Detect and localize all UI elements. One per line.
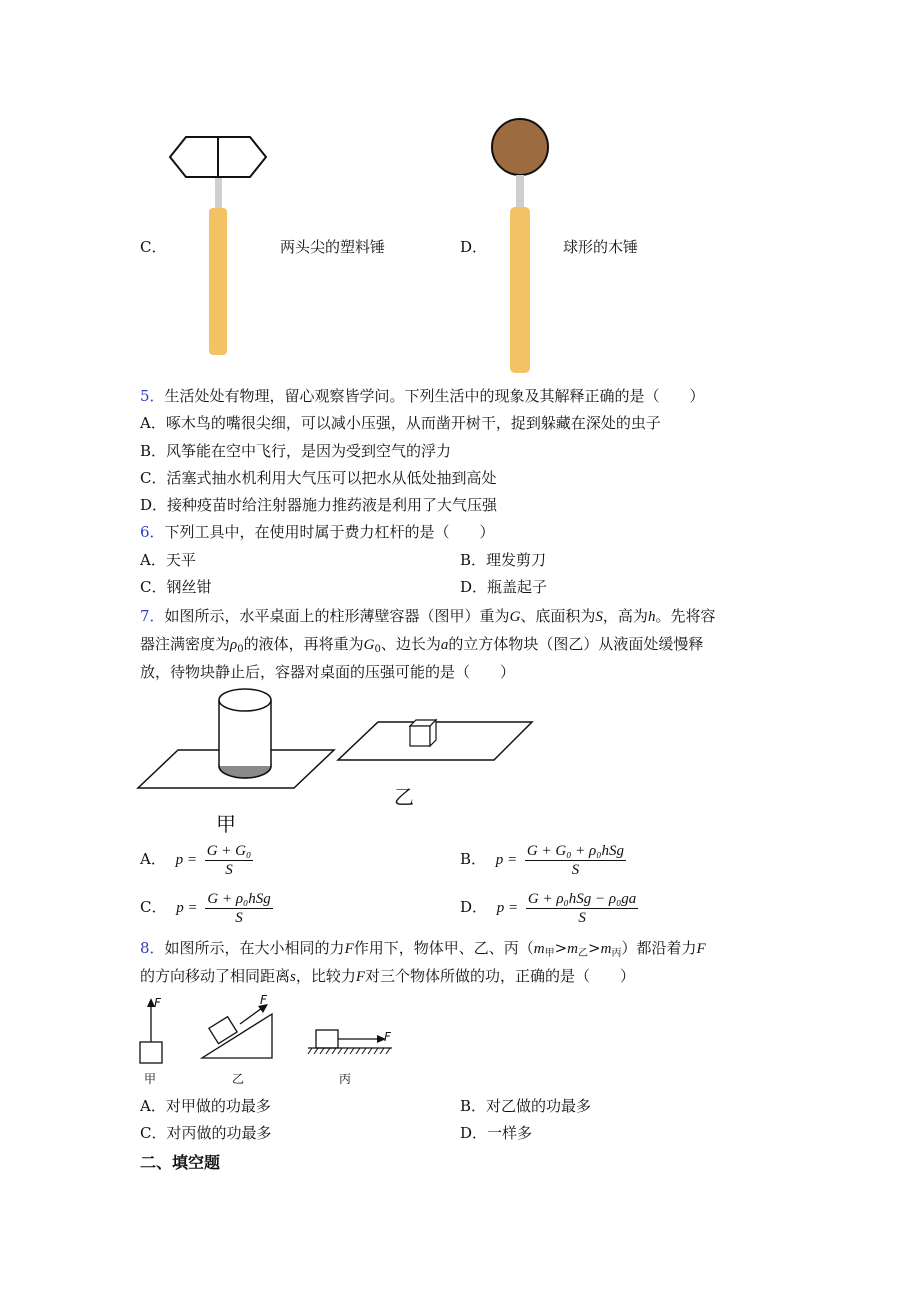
question-7-option-b: B． p = $\frac{\text{G + G₀ + ρ₀hSg}}{S}$	[460, 843, 624, 878]
question-6-stem: 6．下列工具中，在使用时属于费力杠杆的是（ ）	[140, 523, 495, 541]
question-8-option-a: A．对甲做的功最多	[140, 1097, 271, 1115]
question-8-option-c: C．对丙做的功最多	[140, 1124, 272, 1142]
plastic-hammer-figure	[160, 125, 280, 365]
question-7-number: 7．	[140, 607, 165, 625]
option-c-letter: C．	[140, 238, 167, 256]
force-label-bing: F	[384, 1030, 391, 1044]
question-7-option-a: A． p = $\frac{\text{G + G₀}}{S}$	[140, 843, 252, 878]
force-figure-bing	[306, 1024, 406, 1064]
question-8-number: 8．	[140, 939, 165, 957]
question-5-number: 5．	[140, 387, 165, 405]
force-label-yi: F	[260, 993, 267, 1007]
container-on-table-figure	[138, 688, 338, 798]
question-6-number: 6．	[140, 523, 165, 541]
figure-jia-label: 甲	[216, 812, 236, 836]
question-5-stem: 5．生活处处有物理，留心观察皆学问。下列生活中的现象及其解释正确的是（ ）	[140, 387, 705, 405]
option-d-letter: D．	[460, 238, 488, 256]
question-8-stem-line-2: 的方向移动了相同距离s，比较力F对三个物体所做的功，正确的是（ ）	[140, 967, 636, 985]
option-c-caption: 两头尖的塑料锤	[280, 238, 386, 256]
force-label-jia: F	[154, 996, 161, 1010]
figure-label-yi: 乙	[232, 1072, 245, 1086]
question-7-stem-line-3: 放，待物块静止后，容器对桌面的压强可能的是（ ）	[140, 663, 516, 681]
question-7-stem-line-2: 器注满密度为$\rho_0$的液体，再将重为$G_0$、边长为a的立方体物块（图乙）从液面处缓慢释	[140, 635, 704, 655]
cube-on-table-figure	[338, 716, 538, 766]
question-6-option-b: B．理发剪刀	[460, 551, 547, 569]
question-8-stem-line-1: 8．如图所示，在大小相同的力F作用下，物体甲、乙、丙$(m_甲>m_乙>m_丙)$都沿着力F	[140, 939, 706, 959]
question-8-option-d: D．一样多	[460, 1124, 533, 1142]
question-5-option-b: B．风筝能在空中飞行，是因为受到空气的浮力	[140, 442, 452, 460]
figure-yi-label: 乙	[394, 785, 414, 809]
figure-label-bing: 丙	[339, 1072, 352, 1086]
question-6-option-a: A．天平	[140, 551, 196, 569]
question-7-option-c: C． p = $\frac{\text{G + ρ₀hSg}}{S}$	[140, 891, 271, 926]
question-5-option-d: D．接种疫苗时给注射器施力推药液是利用了大气压强	[140, 496, 498, 514]
question-5-option-a: A．啄木鸟的嘴很尖细，可以减小压强，从而凿开树干，捉到躲藏在深处的虫子	[140, 414, 661, 432]
section-heading-fill-in: 二、填空题	[140, 1153, 221, 1172]
figure-label-jia: 甲	[144, 1072, 157, 1086]
question-7-option-d: D． p = $\frac{\text{G + ρ₀hSg − ρ₀ga}}{S}$	[460, 891, 637, 926]
question-8-option-b: B．对乙做的功最多	[460, 1097, 592, 1115]
question-6-option-d: D．瓶盖起子	[460, 578, 548, 596]
question-6-option-c: C．钢丝钳	[140, 578, 212, 596]
wooden-ball-hammer-figure	[480, 115, 560, 375]
question-5-option-c: C．活塞式抽水机利用大气压可以把水从低处抽到高处	[140, 469, 497, 487]
option-d-caption: 球形的木锤	[563, 238, 639, 256]
question-7-stem-line-1: 7．如图所示，水平桌面上的柱形薄壁容器（图甲）重为G、底面积为S，高为h。先将容	[140, 607, 716, 625]
